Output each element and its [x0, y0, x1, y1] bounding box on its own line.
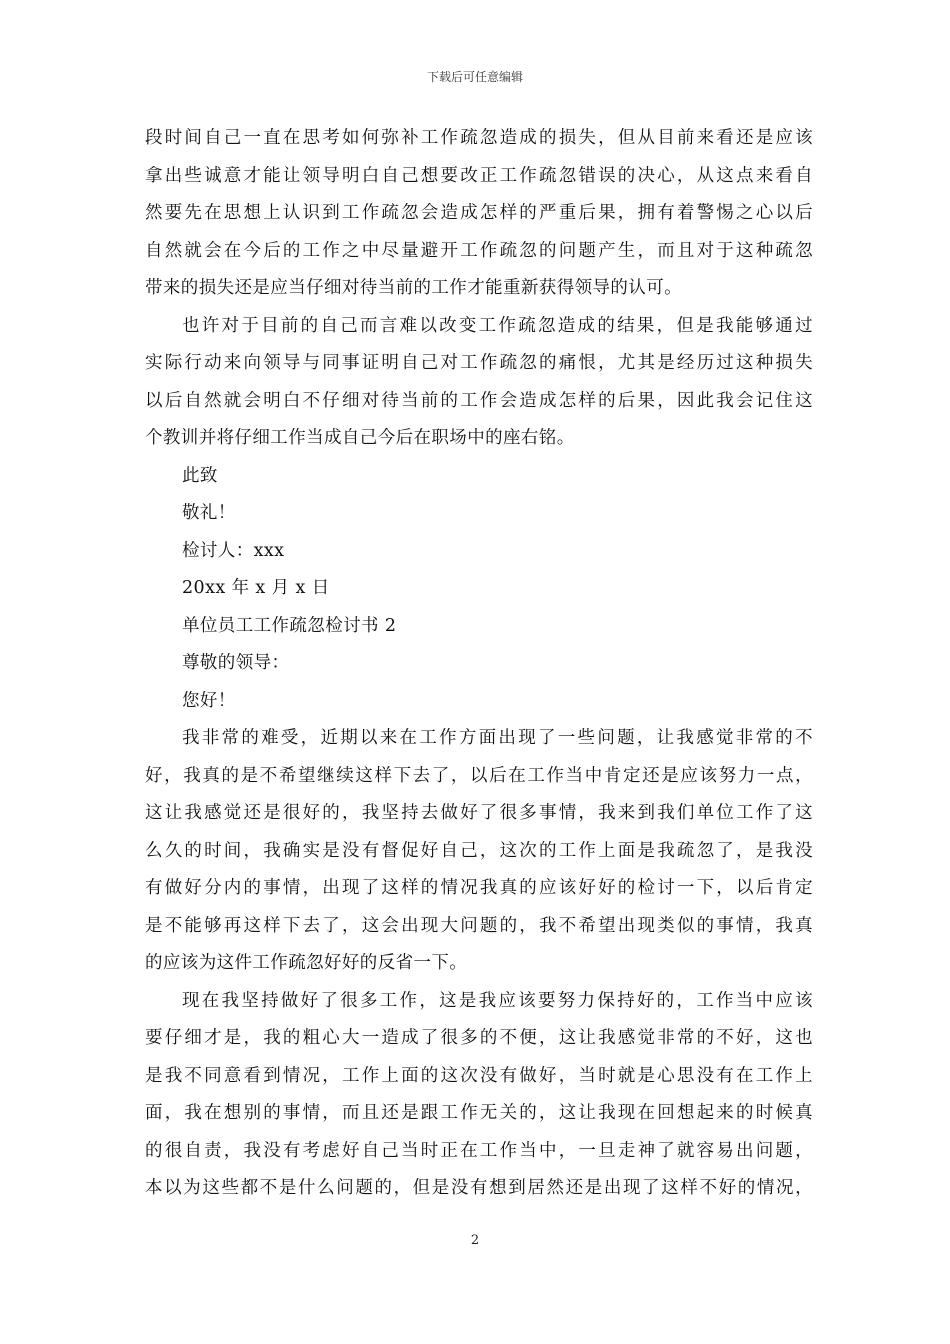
text-line: 自然就会在今后的工作之中尽量避开工作疏忽的问题产生，而且对于这种疏忽 — [145, 240, 813, 261]
text-line: 也许对于目前的自己而言难以改变工作疏忽造成的结果，但是我能够通过 — [182, 315, 813, 336]
text-line: 现在我坚持做好了很多工作，这是我应该要努力保持好的，工作当中应该 — [182, 990, 813, 1011]
section-title: 单位员工工作疏忽检讨书 2 — [182, 615, 397, 636]
paragraph — [145, 120, 813, 308]
text-line: 是我不同意看到情况，工作上面的这次没有做好，当时就是心思没有在工作上 — [145, 1065, 813, 1086]
paragraph — [145, 720, 813, 983]
greeting-hello: 您好！ — [182, 690, 236, 711]
text-line: 要仔细才是，我的粗心大一造成了很多的不便，这让我感觉非常的不好，这也 — [145, 1028, 813, 1048]
text-line: 是不能够再这样下去了，这会出现大问题的，我不希望出现类似的事情，我真 — [145, 915, 813, 936]
text-line: 好，我真的是不希望继续这样下去了，以后在工作当中肯定还是应该努力一点， — [145, 765, 813, 786]
closing-respect: 敬礼！ — [182, 503, 236, 523]
text-line: 以后自然就会明白不仔细对待当前的工作会造成怎样的后果，因此我会记住这 — [145, 390, 813, 411]
text-line: 面，我在想别的事情，而且还是跟工作无关的，这让我现在回想起来的时候真 — [145, 1103, 813, 1123]
text-line: 么久的时间，我确实是没有督促好自己，这次的工作上面是我疏忽了，是我没 — [145, 840, 813, 861]
text-line: 的很自责，我没有考虑好自己当时正在工作当中，一旦走神了就容易出问题， — [145, 1140, 813, 1161]
text-line: 拿出些诚意才能让领导明白自己想要改正工作疏忽错误的决心，从这点来看自 — [145, 165, 813, 186]
text-line: 这让我感觉还是很好的，我坚持去做好了很多事情，我来到我们单位工作了这 — [145, 803, 813, 823]
paragraph — [145, 983, 813, 1208]
text-line: 我非常的难受，近期以来在工作方面出现了一些问题，让我感觉非常的不 — [182, 728, 813, 748]
paragraph — [145, 308, 813, 458]
text-line: 带来的损失还是应当仔细对待当前的工作才能重新获得领导的认可。 — [145, 278, 682, 298]
text-line: 然要先在思想上认识到工作疏忽会造成怎样的严重后果，拥有着警惕之心以后 — [145, 203, 813, 223]
text-line: 的应该为这件工作疏忽好好的反省一下。 — [145, 953, 468, 973]
text-line: 有做好分内的事情，出现了这样的情况我真的应该好好的检讨一下，以后肯定 — [145, 878, 813, 898]
text-line: 段时间自己一直在思考如何弥补工作疏忽造成的损失，但从目前来看还是应该 — [145, 128, 813, 148]
page-number: 2 — [470, 1233, 480, 1248]
text-line: 本以为这些都不是什么问题的，但是没有想到居然还是出现了这样不好的情况， — [145, 1178, 813, 1198]
closing-salutation: 此致 — [182, 465, 218, 486]
signer-line: 检讨人：xxx — [182, 540, 285, 561]
document-body — [145, 120, 813, 1208]
greeting-recipient: 尊敬的领导： — [182, 653, 290, 673]
date-line: 20xx 年 x 月 x 日 — [182, 578, 330, 598]
text-line: 个教训并将仔细工作当成自己今后在职场中的座右铭。 — [145, 428, 575, 448]
text-line: 实际行动来向领导与同事证明自己对工作疏忽的痛恨，尤其是经历过这种损失 — [145, 353, 813, 373]
page-header: 下载后可任意编辑 — [426, 70, 523, 84]
